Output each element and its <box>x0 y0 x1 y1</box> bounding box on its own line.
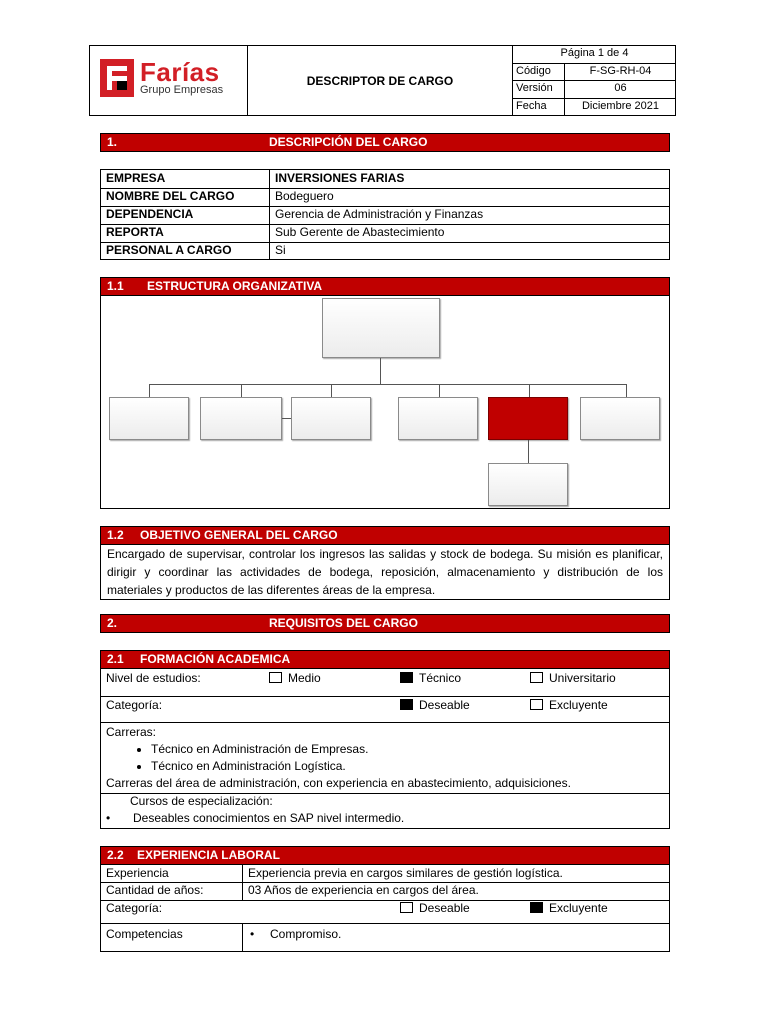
org-node-top <box>322 298 440 358</box>
page-number: Página 1 de 4 <box>513 45 676 64</box>
org-node-highlighted <box>488 397 568 440</box>
option-deseable[interactable]: Deseable <box>395 900 470 923</box>
carreras-note: Carreras del área de administración, con experiencia en abastecimiento, adquisiciones. <box>106 776 571 790</box>
org-node <box>200 397 282 440</box>
table-row: NOMBRE DEL CARGO Bodeguero <box>101 188 669 207</box>
table-row: Cantidad de años: 03 Años de experiencia en cargos del área. <box>101 882 669 901</box>
checkbox-medio[interactable] <box>269 672 282 683</box>
org-node <box>109 397 189 440</box>
list-item: • Técnico en Administración Logística. <box>151 758 664 775</box>
checkbox-deseable[interactable] <box>400 902 413 913</box>
categoria-row: Categoría: Deseable Excluyente <box>101 696 669 723</box>
option-tecnico[interactable]: Técnico <box>395 669 461 696</box>
document-title: DESCRIPTOR DE CARGO <box>306 73 454 88</box>
meta-row-version: Versión 06 <box>513 80 676 99</box>
formacion-table <box>100 669 670 829</box>
document-header <box>89 45 676 116</box>
cursos-row: Cursos de especialización: • Deseables conocimientos en SAP nivel intermedio. <box>106 794 405 825</box>
option-excluyente[interactable]: Excluyente <box>525 696 608 722</box>
meta-row-date: Fecha Diciembre 2021 <box>513 98 676 116</box>
carreras-row: Carreras: • Técnico en Administración de Empresas. • Técnico en Administración Logística. Carreras del área de administración, con experiencia en abastecimiento, adquisiciones. <box>101 722 669 794</box>
farias-logo-icon <box>100 59 134 97</box>
option-excluyente[interactable]: Excluyente <box>525 900 608 923</box>
competencia-item: • Compromiso. <box>242 923 669 952</box>
section-1-1-header: 1.1 ESTRUCTURA ORGANIZATIVA <box>100 277 670 296</box>
table-row: REPORTA Sub Gerente de Abastecimiento <box>101 224 669 243</box>
section-1-header: 1. DESCRIPCIÓN DEL CARGO <box>100 133 670 152</box>
nivel-estudios-row: Nivel de estudios: Medio Técnico Universitario <box>101 669 669 697</box>
checkbox-tecnico-checked[interactable] <box>400 672 413 683</box>
table-row: EMPRESA INVERSIONES FARIAS <box>101 170 669 189</box>
cargo-table <box>100 169 670 260</box>
categoria-row: Categoría: Deseable Excluyente <box>101 900 669 924</box>
carreras-list <box>106 741 664 775</box>
checkbox-excluyente[interactable] <box>530 699 543 710</box>
cursos-item: • Deseables conocimientos en SAP nivel intermedio. <box>106 811 405 825</box>
org-chart <box>100 296 670 509</box>
competencias-row: Competencias • Compromiso. <box>101 923 669 952</box>
checkbox-excluyente-checked[interactable] <box>530 902 543 913</box>
option-deseable[interactable]: Deseable <box>395 696 470 722</box>
section-2-1-header: 2.1 FORMACIÓN ACADEMICA <box>100 650 670 669</box>
org-node <box>580 397 660 440</box>
checkbox-universitario[interactable] <box>530 672 543 683</box>
org-node-sub <box>488 463 568 506</box>
document-meta <box>512 45 676 116</box>
meta-row-code: Código F-SG-RH-04 <box>513 63 676 82</box>
checkbox-deseable-checked[interactable] <box>400 699 413 710</box>
logo <box>90 46 248 115</box>
list-item: • Técnico en Administración de Empresas. <box>151 741 664 758</box>
option-medio[interactable]: Medio <box>264 669 321 696</box>
table-row: PERSONAL A CARGO Si <box>101 242 669 260</box>
section-1-2-header: 1.2 OBJETIVO GENERAL DEL CARGO <box>100 526 670 545</box>
org-node <box>398 397 478 440</box>
logo-subtitle: Grupo Empresas <box>140 84 224 96</box>
objective-text: Encargado de supervisar, controlar los ingresos las salidas y stock de bodega. Su misión es planificar, dirigir y coordinar las actividades de bodega, reposición, almacenamiento y distribución de los materiales y productos de las diferentes áreas de la empresa. <box>100 545 670 600</box>
table-row: Experiencia Experiencia previa en cargos similares de gestión logística. <box>101 865 669 883</box>
experiencia-table <box>100 865 670 952</box>
table-row: DEPENDENCIA Gerencia de Administración y Finanzas <box>101 206 669 225</box>
org-node <box>291 397 371 440</box>
section-2-header: 2. REQUISITOS DEL CARGO <box>100 614 670 633</box>
section-2-2-header: 2.2 EXPERIENCIA LABORAL <box>100 846 670 865</box>
option-universitario[interactable]: Universitario <box>525 669 616 696</box>
logo-name: Farías <box>140 57 220 87</box>
